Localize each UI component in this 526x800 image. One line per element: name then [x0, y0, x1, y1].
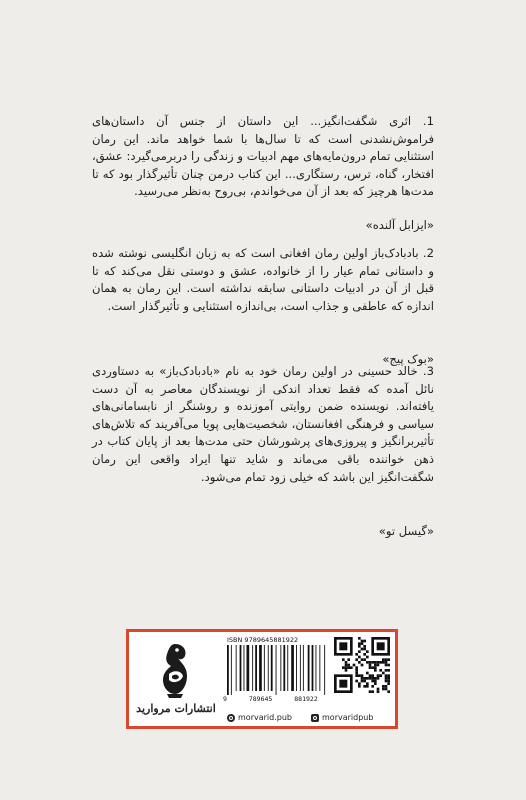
review-1-text: 1. اثری شگفت‌انگیز... این داستان از جنس آن داستان‌های فراموش‌نشدنی است که تا سال‌ها با شما خواهد ماند. این رمان استثنایی تمام درون‌مایه‌های مهم ادبیات و زندگی را دربرمی‌گیرد: عشق، افتخار، گناه، ترس، رستگاری... این کتاب درمن چنان تأثیرگذار بود که تا مدت‌ها هرچیز که بعد از آن می‌خواندم، بی‌روح به‌نظر می‌رسید.: [92, 114, 434, 199]
publisher-logo: [129, 632, 221, 726]
globe-icon: [227, 714, 235, 722]
barcode-bars: [223, 645, 331, 695]
review-3: [92, 363, 434, 486]
review-3-source: «گیسل تو»: [378, 524, 434, 538]
peacock-logo-icon: [153, 640, 197, 700]
review-2-text: 2. بادبادک‌باز اولین رمان افغانی است که به زبان انگلیسی نوشته شده و داستانی تمام عیار را از خانواده، عشق و دوستی نقل می‌کند که تا قبل از آن در ادبیات داستانی سابقه نداشته است. این رمان به همان اندازه که عاطفی و جذاب است، بی‌اندازه استثنایی و تأثیرگذار است.: [92, 246, 434, 313]
social-links: [223, 711, 393, 725]
review-2-source: «بوک پیج»: [382, 352, 434, 366]
website-link[interactable]: [227, 713, 292, 722]
instagram-icon: [311, 714, 319, 722]
website-text: morvarid.pub: [238, 713, 292, 722]
instagram-link[interactable]: [311, 713, 373, 722]
barcode-digit-3: 881922: [294, 695, 318, 703]
review-3-text: 3. خالد حسینی در اولین رمان خود به نام «بادبادک‌باز» به دستاوردی نائل آمده که فقط تعداد اندکی از نویسندگان معاصر به آن دست یافته‌اند. نویسنده ضمن روایتی آموزنده و روشنگر از نابسامانی‌های سیاسی و فرهنگی افغانستان، شخصیت‌هایی پویا می‌آفریند که تلاش‌های تأثیربرانگیز و پیروزی‌های پرشورشان حتی مدت‌ها بعد از پایان کتاب در ذهن خواننده باقی می‌ماند و شاید تنها ایراد واقعی این رمان شگفت‌انگیز این باشد که خیلی زود تمام می‌شود.: [92, 364, 434, 484]
review-1-source: «ایزابل آلنده»: [365, 218, 434, 232]
barcode-digit-2: 789645: [248, 695, 273, 703]
instagram-text: morvaridpub: [322, 713, 374, 722]
barcode: [223, 636, 333, 712]
barcode-digit-1: 9: [223, 695, 227, 703]
qr-code[interactable]: [334, 637, 390, 693]
review-2: [92, 245, 434, 315]
publisher-name: انتشارات مروارید: [136, 702, 216, 715]
barcode-digits: [223, 695, 333, 703]
publisher-box: [126, 629, 398, 729]
isbn-label: ISBN 9789645881922: [227, 636, 299, 644]
review-1: [92, 113, 434, 201]
